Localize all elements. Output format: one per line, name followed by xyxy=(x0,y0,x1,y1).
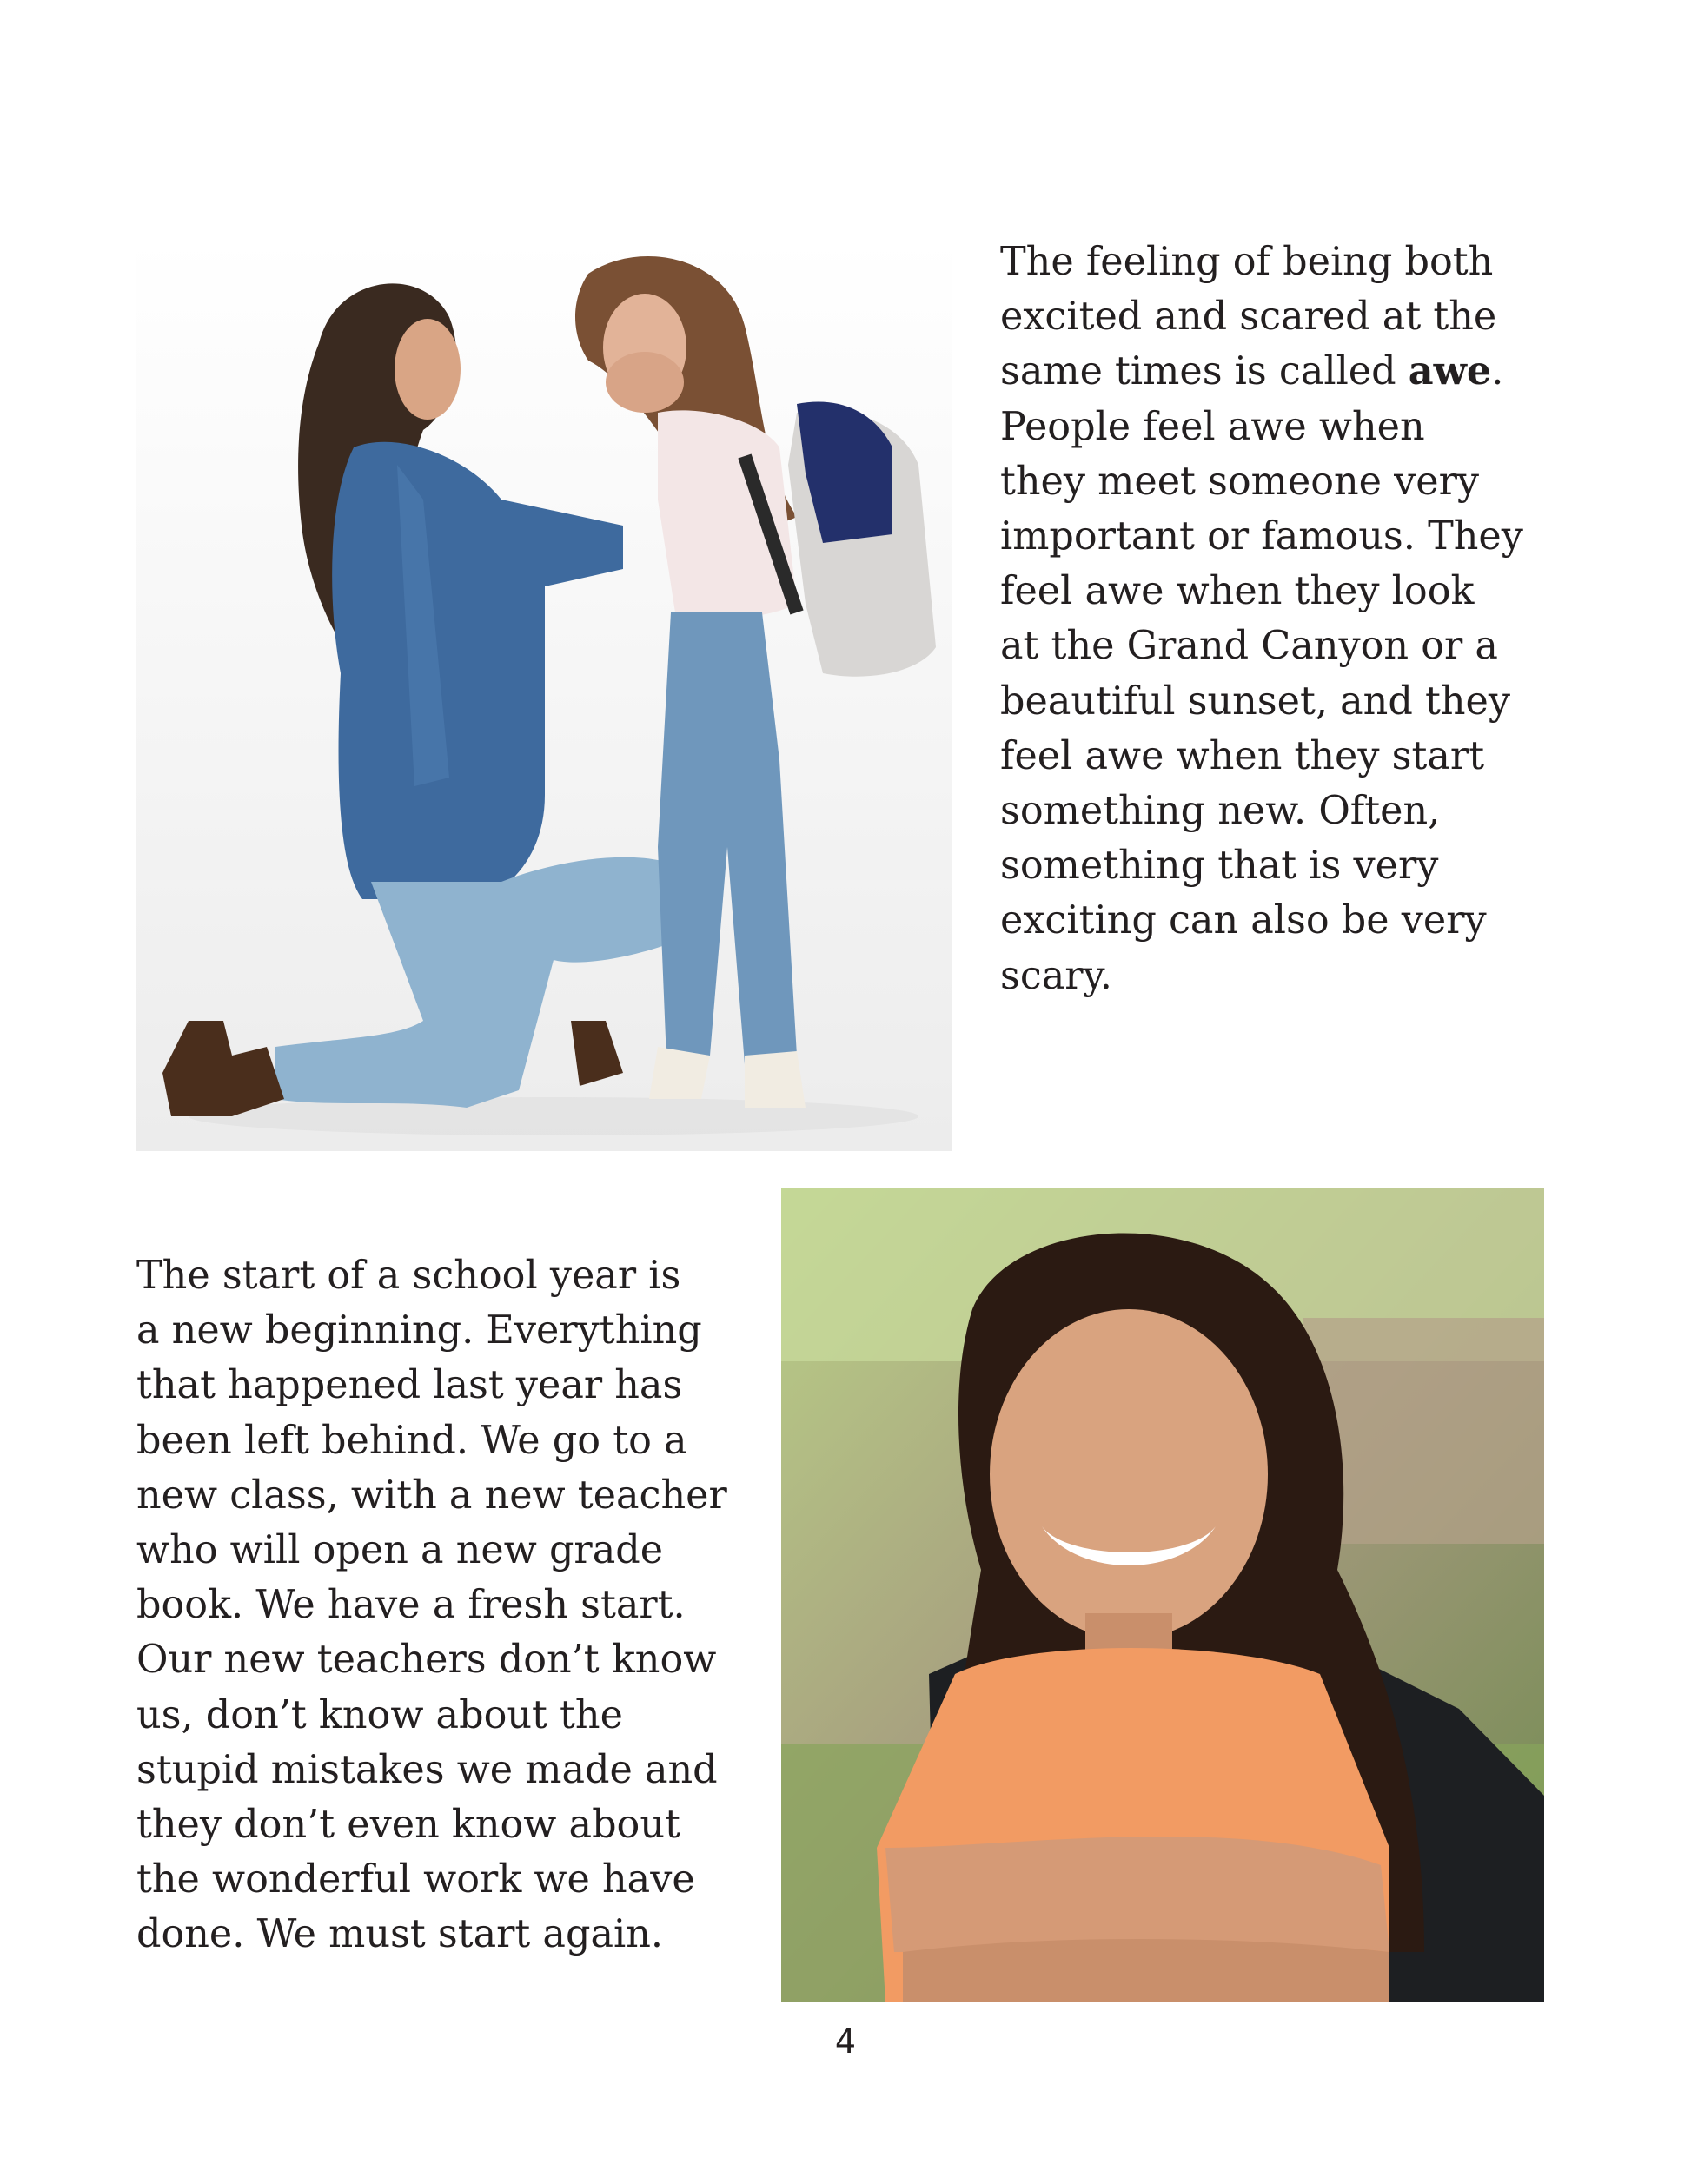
text-line: important or famous. They xyxy=(1000,514,1523,559)
text-line: scary. xyxy=(1000,953,1112,998)
text-line: stupid mistakes we made and xyxy=(136,1747,718,1792)
photo-smiling-girl xyxy=(781,1188,1544,2002)
text-line: us, don’t know about the xyxy=(136,1692,623,1737)
text-line: that happened last year has xyxy=(136,1363,683,1408)
page-number: 4 xyxy=(834,2022,857,2061)
bottom-paragraph xyxy=(136,1248,745,1962)
text-line: something new. Often, xyxy=(1000,789,1441,834)
text-line: a new beginning. Everything xyxy=(136,1308,702,1353)
text-line: something that is very xyxy=(1000,844,1439,889)
text-line: book. We have a fresh start. xyxy=(136,1583,686,1628)
text-line: feel awe when they look xyxy=(1000,569,1475,614)
text-line: been left behind. We go to a xyxy=(136,1418,687,1463)
photo-mother-and-daughter xyxy=(136,239,952,1151)
bold-term: awe xyxy=(1408,348,1492,394)
text-line: The feeling of being both xyxy=(1000,240,1494,284)
text-line: exciting can also be very xyxy=(1000,898,1487,943)
text-line: they don’t even know about xyxy=(136,1803,680,1848)
text-line: the wonderful work we have xyxy=(136,1857,695,1903)
text-line xyxy=(1000,344,1556,399)
bold-term-punctuation: . xyxy=(1491,349,1504,394)
text-line: People feel awe when xyxy=(1000,404,1425,449)
text-line: new class, with a new teacher xyxy=(136,1473,727,1518)
text-line: excited and scared at the xyxy=(1000,295,1497,340)
text-line-start: same times is called xyxy=(1000,349,1409,394)
text-line: feel awe when they start xyxy=(1000,733,1485,778)
text-line: Our new teachers don’t know xyxy=(136,1638,717,1683)
text-line: who will open a new grade xyxy=(136,1528,664,1573)
top-paragraph xyxy=(1000,235,1556,1003)
text-line: done. We must start again. xyxy=(136,1912,664,1957)
text-line: at the Grand Canyon or a xyxy=(1000,624,1498,669)
text-line: The start of a school year is xyxy=(136,1254,681,1298)
text-line: beautiful sunset, and they xyxy=(1000,678,1510,724)
text-line: they meet someone very xyxy=(1000,459,1480,504)
